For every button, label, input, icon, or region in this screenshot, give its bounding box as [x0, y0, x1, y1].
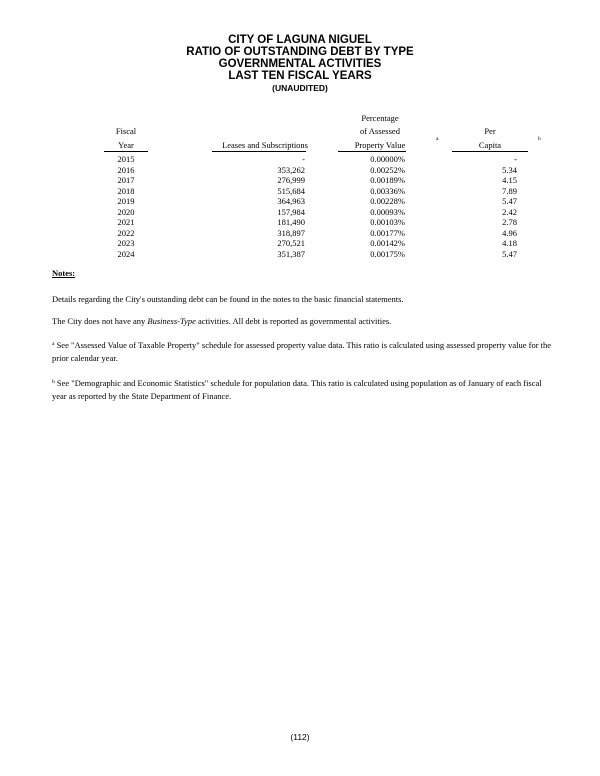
cell-pct-assessed: 0.00177% [370, 227, 405, 238]
cell-leases: 318,897 [277, 227, 305, 238]
header-per: Per [484, 126, 496, 136]
cell-per-capita: 2.78 [502, 217, 517, 227]
cell-year: 2021 [117, 217, 135, 227]
cell-year: 2018 [117, 185, 135, 196]
table-row [0, 165, 600, 176]
table-row [0, 249, 600, 260]
note-details: Details regarding the City's outstanding debt can be found in the notes to the basic financial statements. [52, 294, 404, 304]
cell-per-capita: 5.47 [502, 196, 517, 206]
cell-pct-assessed: 0.00000% [370, 154, 405, 164]
header-note-b-marker: b [538, 136, 541, 142]
cell-year: 2019 [117, 196, 135, 206]
header-property-value: Property Value [354, 140, 406, 150]
note-business-post: activities. All debt is reported as governmental activities. [195, 316, 392, 326]
note-a-text: See "Assessed Value of Taxable Property" schedule for assessed property value data. This ratio is calculated using assessed property value for the prior calendar year. [52, 340, 552, 363]
cell-year: 2020 [117, 206, 135, 217]
cell-per-capita: 2.42 [502, 206, 517, 217]
note-business-italic: Business-Type [147, 316, 196, 326]
notes-heading: Notes: [52, 268, 76, 278]
note-b [52, 376, 552, 403]
note-b-text: See "Demographic and Economic Statistics" schedule for population data. This ratio is calculated using population as of January of each fiscal year as reported by the State Department of Finance. [52, 378, 542, 401]
header-year-underline [104, 151, 148, 152]
cell-pct-assessed: 0.00252% [370, 164, 405, 175]
cell-year: 2024 [117, 248, 135, 259]
cell-per-capita: 4.96 [502, 227, 517, 238]
cell-pct-assessed: 0.00142% [370, 238, 405, 248]
cell-year: 2017 [117, 175, 135, 185]
note-a-marker: a [52, 341, 55, 347]
cell-per-capita: 5.47 [502, 248, 517, 259]
cell-pct-assessed: 0.00189% [370, 175, 405, 185]
table-row [0, 238, 600, 249]
report-title-city: CITY OF LAGUNA NIGUEL [228, 34, 372, 46]
cell-leases: 364,963 [277, 196, 305, 206]
cell-leases: 181,490 [277, 217, 305, 227]
cell-pct-assessed: 0.00103% [370, 217, 405, 227]
cell-per-capita: 4.18 [502, 238, 517, 248]
report-title-period: LAST TEN FISCAL YEARS [228, 70, 372, 82]
table-row [0, 154, 600, 165]
header-leases: Leases and Subscriptions [222, 140, 308, 150]
cell-leases: 276,999 [277, 175, 305, 185]
cell-leases: 353,262 [277, 164, 305, 175]
cell-pct-assessed: 0.00228% [370, 196, 405, 206]
table-row [0, 217, 600, 228]
cell-leases: 270,521 [277, 238, 305, 248]
header-note-a-marker: a [436, 136, 439, 142]
page-number: (112) [290, 732, 310, 742]
cell-leases: 157,984 [277, 206, 305, 217]
table-row [0, 228, 600, 239]
cell-pct-assessed: 0.00336% [370, 185, 405, 196]
table-row [0, 196, 600, 207]
header-pct-underline [338, 151, 406, 152]
cell-leases: 515,684 [277, 185, 305, 196]
note-a [52, 338, 552, 365]
cell-per-capita: - [514, 154, 517, 164]
header-of-assessed: of Assessed [360, 126, 400, 136]
note-business-type [52, 315, 552, 328]
header-year: Year [118, 140, 134, 150]
cell-year: 2015 [117, 154, 135, 164]
cell-per-capita: 7.89 [502, 185, 517, 196]
cell-pct-assessed: 0.00093% [370, 206, 405, 217]
header-percentage: Percentage [361, 113, 399, 123]
cell-pct-assessed: 0.00175% [370, 248, 405, 259]
table-row [0, 175, 600, 186]
header-capita: Capita [478, 140, 502, 150]
cell-leases: 351,387 [277, 248, 305, 259]
note-b-marker: b [52, 379, 55, 385]
report-title-unaudited: (UNAUDITED) [272, 83, 328, 93]
report-title-activities: GOVERNMENTAL ACTIVITIES [218, 58, 382, 70]
note-business-pre: The City does not have any [52, 316, 148, 326]
table-row [0, 186, 600, 197]
cell-leases: - [302, 154, 305, 164]
cell-per-capita: 5.34 [502, 164, 517, 175]
header-leases-underline [212, 151, 306, 152]
table-row [0, 207, 600, 218]
cell-year: 2023 [117, 238, 135, 248]
cell-year: 2022 [117, 227, 135, 238]
report-title-ratio: RATIO OF OUTSTANDING DEBT BY TYPE [186, 46, 414, 58]
header-capita-underline [452, 151, 528, 152]
cell-year: 2016 [117, 164, 135, 175]
cell-per-capita: 4.15 [502, 175, 517, 185]
header-fiscal: Fiscal [115, 126, 137, 136]
